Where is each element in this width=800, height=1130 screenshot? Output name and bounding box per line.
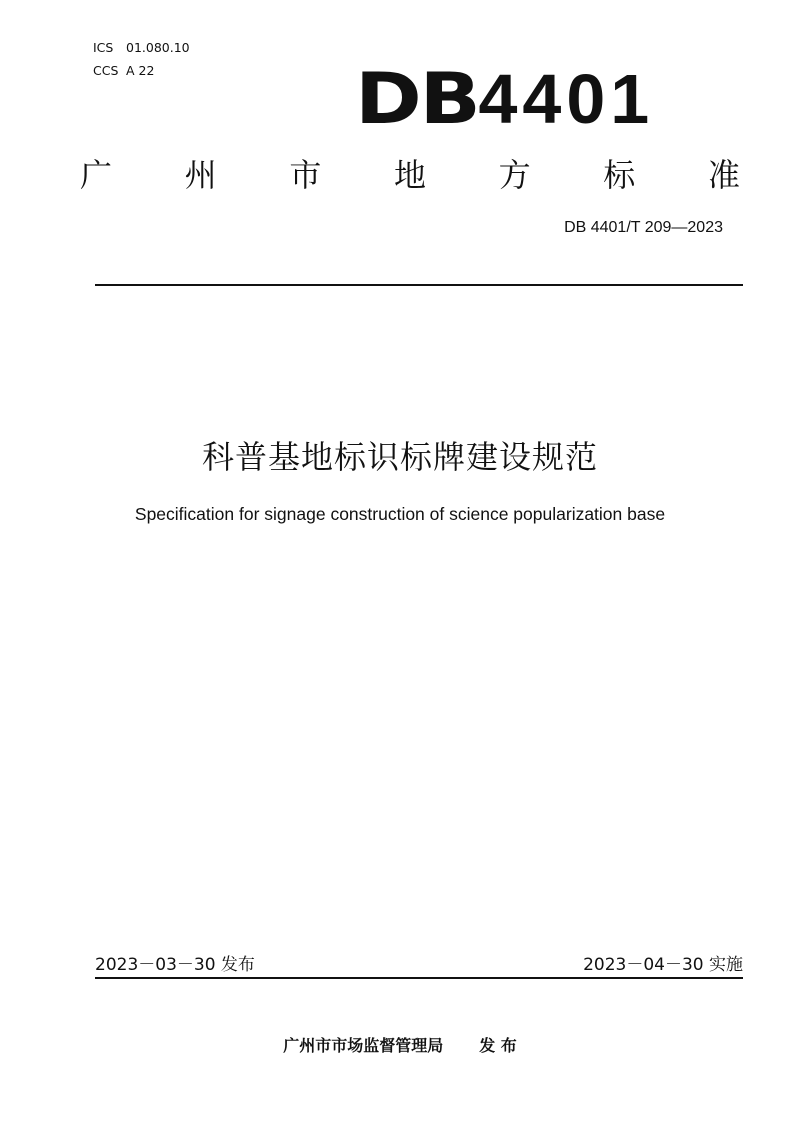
publisher-action: 发 布 (479, 1036, 517, 1055)
standard-type-char: 广 (80, 156, 113, 194)
publisher-line (0, 1033, 800, 1056)
document-title-en: Specification for signage construction of science popularization base (134, 504, 666, 524)
header-divider (95, 284, 743, 286)
ccs-value: A 22 (126, 63, 155, 78)
standard-type-char: 标 (603, 156, 636, 194)
footer-divider (95, 977, 743, 979)
standard-type-title (80, 155, 740, 195)
implementation-date: 2023－04－30 实施 (583, 955, 743, 975)
db-logo (355, 58, 655, 140)
standard-type-char: 市 (289, 156, 322, 194)
standard-type-char: 准 (707, 156, 740, 194)
db-logo-prefix: DB (355, 58, 479, 140)
standard-type-char: 方 (498, 156, 531, 194)
standard-code: DB 4401/T 209—2023 (564, 219, 723, 236)
document-title-zh: 科普基地标识标牌建设规范 (201, 438, 598, 476)
issue-date: 2023－03－30 发布 (95, 955, 255, 975)
publisher-name: 广州市市场监督管理局 (283, 1036, 444, 1055)
standard-type-char: 地 (393, 156, 426, 194)
ics-line (93, 41, 190, 55)
ics-value: 01.080.10 (126, 40, 190, 55)
ics-label: ICS (93, 40, 114, 55)
standard-type-char: 州 (184, 156, 217, 194)
ccs-line (93, 64, 154, 78)
db-logo-number: 4401 (478, 60, 655, 138)
ccs-label: CCS (93, 63, 119, 78)
